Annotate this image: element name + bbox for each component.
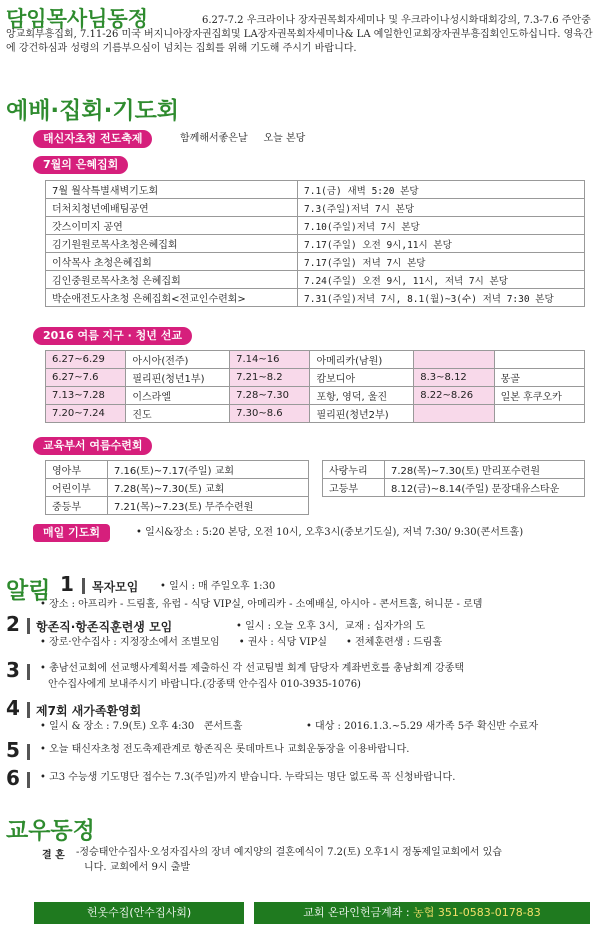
missions-table	[45, 350, 585, 423]
notice-number: 3	[6, 658, 20, 682]
table-row	[46, 405, 585, 423]
mission-place-cell: 캄보디아	[310, 369, 414, 387]
meeting-time-cell: 7.10(주일)저녁 7시 본당	[298, 217, 585, 235]
grace-meetings-table	[45, 180, 585, 307]
notices-title: 알림	[6, 578, 51, 604]
footer-left-text: 헌옷수집(안수집사회)	[86, 906, 192, 919]
meeting-name-cell: 더처치청년예배팀공연	[46, 199, 298, 217]
members-line: 니다. 교회에서 9시 출발	[84, 862, 191, 873]
members-line: -정승태안수집사·오성자집사의 장녀 예지양의 결혼예식이 7.2(토) 오후1시 정동제일교회에서 있습	[76, 847, 502, 858]
education-table-right	[322, 460, 585, 497]
grace-meetings-label: 7월의 은혜집회	[33, 156, 128, 174]
mission-place-cell: 몽골	[494, 369, 584, 387]
mission-date-cell: 7.28~7.30	[230, 387, 310, 405]
festival-label: 태신자초청 전도축제	[33, 130, 152, 148]
education-label: 교육부서 여름수련회	[33, 437, 152, 455]
table-row	[323, 479, 585, 497]
table-row	[46, 289, 585, 307]
mission-place-cell: 필리핀(청년2부)	[310, 405, 414, 423]
festival-text: 함께해서좋은날 오늘 본당	[180, 133, 306, 144]
mission-date-cell: 8.22~8.26	[414, 387, 494, 405]
mission-place-cell: 아메리카(남원)	[310, 351, 414, 369]
notice-bar	[82, 578, 85, 594]
notice-number: 1	[60, 572, 74, 596]
members-title: 교우동정	[6, 818, 95, 844]
dept-schedule-cell: 7.28(목)~7.30(토) 만리포수련원	[385, 461, 585, 479]
mission-place-cell: 아시아(전주)	[126, 351, 230, 369]
notice-line: • 일시 & 장소 : 7.9(토) 오후 4:30 콘서트홀 • 대상 : 2016.1.3.~5.29 새가족 5주 확신반 수료자	[40, 721, 539, 732]
table-row	[46, 253, 585, 271]
notice-line: • 총남선교회에 선교행사계획서를 제출하신 각 선교팀별 회계 담당자 계좌번호를 총남회계 강종택	[40, 663, 465, 674]
meeting-name-cell: 이삭목사 초청은혜집회	[46, 253, 298, 271]
notice-inline: • 일시 : 매 주일오후 1:30	[160, 581, 276, 592]
footer-clothes-collection	[34, 902, 244, 924]
notice-line: • 장로·안수집사 : 지정장소에서 조별모임 • 권사 : 식당 VIP실 • 전체훈련생 : 드림홀	[40, 637, 443, 648]
table-row	[46, 479, 309, 497]
pastor-news-body: 6.27-7.2 우크라이나 장자권목회자세미나 및 우크라이나성시화대회강의, 7.3-7.6 주안중앙교회부흥집회, 7.11-26 미국 버지니아장자권집회및 LA장자권목회자세미나& LA 예일한인교회장자권부흥집회인도하십니다. 영육간에 강건하심과 성령의 기름부으심이 넘치는 집회를 위해 기도해 주시기 바랍니다.	[6, 15, 593, 54]
daily-prayer-label: 매일 기도회	[33, 524, 110, 542]
mission-date-cell	[414, 351, 494, 369]
notice-number: 6	[6, 766, 20, 790]
table-row	[46, 271, 585, 289]
mission-date-cell: 7.21~8.2	[230, 369, 310, 387]
dept-schedule-cell: 7.21(목)~7.23(토) 무주수련원	[108, 497, 309, 515]
members-label: 결 혼	[42, 850, 65, 861]
notice-bar	[27, 618, 30, 634]
footer-right-label: 교회 온라인헌금계좌 :	[303, 906, 414, 919]
mission-date-cell: 7.20~7.24	[46, 405, 126, 423]
notice-number: 5	[6, 738, 20, 762]
dept-name-cell: 어린이부	[46, 479, 108, 497]
dept-schedule-cell: 8.12(금)~8.14(주일) 문장대유스타운	[385, 479, 585, 497]
notice-bar	[27, 772, 30, 788]
mission-place-cell: 이스라엘	[126, 387, 230, 405]
mission-place-cell	[494, 405, 584, 423]
table-row	[46, 461, 309, 479]
notice-heading: 목자모임	[92, 580, 139, 594]
meeting-time-cell: 7.1(금) 새벽 5:20 본당	[298, 181, 585, 199]
daily-prayer-text: • 일시&장소 : 5:20 본당, 오전 10시, 오후3시(중보기도실), 저녁 7:30/ 9:30(콘서트홀)	[136, 527, 524, 538]
notice-number: 2	[6, 612, 20, 636]
mission-date-cell	[414, 405, 494, 423]
notice-bar	[27, 664, 30, 680]
meeting-time-cell: 7.17(주일) 오전 9시,11시 본당	[298, 235, 585, 253]
table-row	[46, 497, 309, 515]
notice-line: • 장소 : 아프리카 - 드림홀, 유럽 - 식당 VIP실, 아메리카 - 소예배실, 아시아 - 콘서트홀, 허니문 - 로뎀	[40, 599, 483, 610]
mission-place-cell: 일본 후쿠오카	[494, 387, 584, 405]
notice-bar	[27, 744, 30, 760]
notice-inline: • 일시 : 오늘 오후 3시, 교재 : 십자가의 도	[236, 621, 426, 632]
meeting-time-cell: 7.31(주일)저녁 7시, 8.1(월)~3(수) 저녁 7:30 본당	[298, 289, 585, 307]
meeting-name-cell: 김기원원로목사초청은혜집회	[46, 235, 298, 253]
notice-line: • 고3 수능생 기도명단 접수는 7.3(주일)까지 받습니다. 누락되는 명단 없도록 꼭 신청바랍니다.	[40, 772, 456, 783]
dept-schedule-cell: 7.28(목)~7.30(토) 교회	[108, 479, 309, 497]
mission-date-cell: 8.3~8.12	[414, 369, 494, 387]
table-row	[46, 387, 585, 405]
mission-date-cell: 7.14~16	[230, 351, 310, 369]
table-row	[323, 461, 585, 479]
education-table-left	[45, 460, 309, 515]
pastor-news-title: 담임목사님동정	[6, 7, 149, 31]
footer-online-offering	[254, 902, 590, 924]
dept-name-cell: 고등부	[323, 479, 385, 497]
mission-date-cell: 7.13~7.28	[46, 387, 126, 405]
notice-number: 4	[6, 696, 20, 720]
missions-label: 2016 여름 지구 · 청년 선교	[33, 327, 192, 345]
table-row	[46, 235, 585, 253]
dept-name-cell: 사랑누리	[323, 461, 385, 479]
meeting-time-cell: 7.17(주일) 저녁 7시 본당	[298, 253, 585, 271]
table-row	[46, 369, 585, 387]
meeting-time-cell: 7.3(주일)저녁 7시 본당	[298, 199, 585, 217]
mission-place-cell: 필리핀(청년1부)	[126, 369, 230, 387]
notice-heading: 항존직·항존직훈련생 모임	[36, 620, 173, 634]
table-row	[46, 351, 585, 369]
mission-place-cell	[494, 351, 584, 369]
mission-date-cell: 6.27~6.29	[46, 351, 126, 369]
worship-title: 예배·집회·기도회	[6, 98, 180, 124]
notice-bar	[27, 702, 30, 718]
dept-name-cell: 영아부	[46, 461, 108, 479]
mission-place-cell: 진도	[126, 405, 230, 423]
dept-schedule-cell: 7.16(토)~7.17(주일) 교회	[108, 461, 309, 479]
dept-name-cell: 중등부	[46, 497, 108, 515]
notice-heading: 제7회 새가족환영회	[36, 704, 142, 718]
meeting-name-cell: 박순애전도사초청 은혜집회<전교인수련회>	[46, 289, 298, 307]
notice-line: • 오늘 태신자초청 전도축제관계로 항존직은 롯데마트나 교회운동장을 이용바랍니다.	[40, 744, 410, 755]
mission-date-cell: 6.27~7.6	[46, 369, 126, 387]
meeting-name-cell: 갓스이미지 공연	[46, 217, 298, 235]
meeting-name-cell: 김인중원로목사초청 은혜집회	[46, 271, 298, 289]
meeting-name-cell: 7월 월삭특별새벽기도회	[46, 181, 298, 199]
table-row	[46, 199, 585, 217]
footer-account-number: 농협 351-0583-0178-83	[413, 906, 541, 919]
table-row	[46, 181, 585, 199]
table-row	[46, 217, 585, 235]
mission-date-cell: 7.30~8.6	[230, 405, 310, 423]
mission-place-cell: 포항, 영덕, 울진	[310, 387, 414, 405]
notice-line: 안수집사에게 보내주시기 바랍니다.(강종택 안수집사 010-3935-1076)	[48, 679, 361, 690]
meeting-time-cell: 7.24(주일) 오전 9시, 11시, 저녁 7시 본당	[298, 271, 585, 289]
